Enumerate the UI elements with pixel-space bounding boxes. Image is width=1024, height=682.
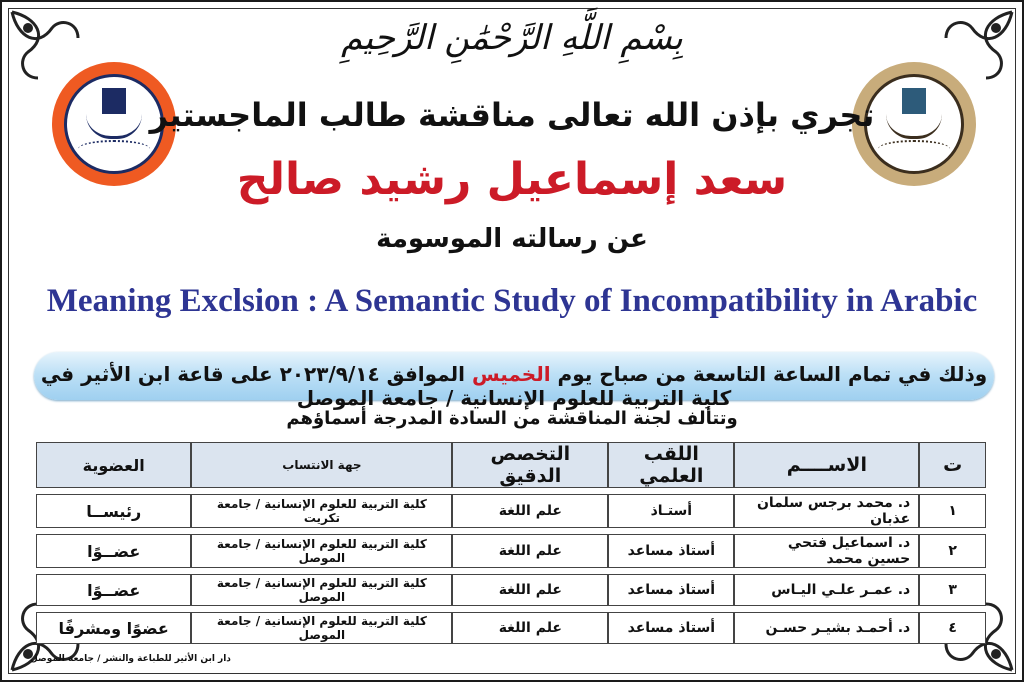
row-role: عضوًا ومشرفًا: [36, 612, 191, 644]
row-rank: أستـاذ: [608, 494, 734, 528]
schedule-text: [34, 362, 994, 410]
committee-intro: وتتألف لجنة المناقشة من السادة المدرجة أسماؤهم: [286, 408, 738, 429]
schedule-part1: وذلك في تمام الساعة التاسعة من صباح يوم: [557, 362, 988, 386]
row-num: ١: [919, 494, 986, 528]
printer-credit: دار ابن الأثير للطباعة والنشر / جامعة الموصل: [30, 654, 231, 664]
bismillah-heading: بِسْمِ اللَّهِ الرَّحْمَٰنِ الرَّحِيمِ: [341, 18, 683, 58]
row-role: عضــوًا: [36, 534, 191, 568]
thesis-intro: عن رسالته الموسومة: [376, 224, 648, 254]
row-spec: علم اللغة: [452, 534, 608, 568]
schedule-part2: الموافق ٢٠٢٣/٩/١٤ على قاعة ابن الأثير في كلية التربية للعلوم الإنسانية / جامعة الموصل: [40, 362, 732, 410]
row-num: ٤: [919, 612, 986, 644]
header-role: العضوية: [36, 442, 191, 488]
header-name: الاســــم: [734, 442, 919, 488]
row-spec: علم اللغة: [452, 494, 608, 528]
table-row: [36, 494, 986, 528]
row-affiliation: كلية التربية للعلوم الإنسانية / جامعة تكريت: [191, 494, 452, 528]
row-num: ٢: [919, 534, 986, 568]
schedule-day: الخميس: [471, 362, 551, 386]
schedule-banner: [34, 352, 994, 410]
row-role: عضــوًا: [36, 574, 191, 606]
row-num: ٣: [919, 574, 986, 606]
row-name: د. اسماعيل فتحي حسين محمد: [734, 534, 919, 568]
committee-table: [36, 436, 986, 650]
row-rank: أستاذ مساعد: [608, 612, 734, 644]
row-name: د. عمـر علـي اليـاس: [734, 574, 919, 606]
header-affiliation: جهة الانتساب: [191, 442, 452, 488]
intro-line: تجري بإذن الله تعالى مناقشة طالب الماجستير: [149, 96, 875, 134]
header-spec: التخصص الدقيق: [452, 442, 608, 488]
thesis-title: Meaning Exclsion : A Semantic Study of Incompatibility in Arabic: [46, 283, 978, 319]
table-row: [36, 534, 986, 568]
header-rank: اللقب العلمي: [608, 442, 734, 488]
table-row: [36, 612, 986, 644]
row-name: د. محمد برجس سلمان عذبان: [734, 494, 919, 528]
student-name: سعد إسماعيل رشيد صالح: [236, 154, 788, 205]
table-header-row: [36, 442, 986, 488]
row-spec: علم اللغة: [452, 574, 608, 606]
row-role: رئيســا: [36, 494, 191, 528]
row-affiliation: كلية التربية للعلوم الإنسانية / جامعة الموصل: [191, 612, 452, 644]
row-affiliation: كلية التربية للعلوم الإنسانية / جامعة الموصل: [191, 574, 452, 606]
row-rank: أستاذ مساعد: [608, 534, 734, 568]
row-name: د. أحمـد بشيـر حسـن: [734, 612, 919, 644]
header-num: ت: [919, 442, 986, 488]
row-rank: أستاذ مساعد: [608, 574, 734, 606]
row-affiliation: كلية التربية للعلوم الإنسانية / جامعة الموصل: [191, 534, 452, 568]
row-spec: علم اللغة: [452, 612, 608, 644]
table-row: [36, 574, 986, 606]
